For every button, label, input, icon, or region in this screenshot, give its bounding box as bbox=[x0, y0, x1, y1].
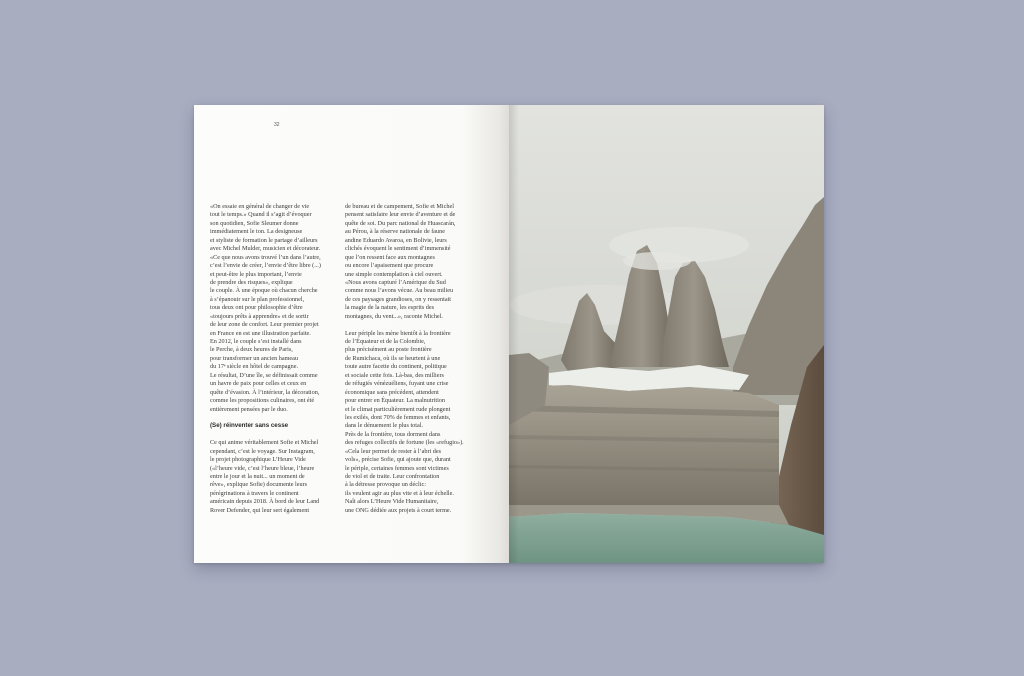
text-line: de réfugiés vénézuéliens, fuyant une crise bbox=[345, 380, 449, 388]
text-line: quête de soi. Du parc national de Huascarán, bbox=[345, 219, 456, 227]
text-line: au Pérou, à la réserve nationale de faune bbox=[345, 228, 445, 236]
text-line: du 17ᵉ siècle en hôtel de campagne. bbox=[210, 363, 299, 371]
text-line: andine Eduardo Avaroa, en Bolivie, leurs bbox=[345, 236, 447, 244]
text-line: tout le temps.» Quand il s’agit d’évoquer bbox=[210, 211, 312, 219]
text-line: entre le jour et la nuit... un moment de bbox=[210, 473, 305, 480]
left-page bbox=[194, 105, 509, 563]
text-line: «Ce que nous avons trouvé l’un dans l’autre, bbox=[210, 253, 321, 261]
text-line: dans le dénuement le plus total. bbox=[345, 422, 424, 430]
text-line: de ces paysages grandioses, on y ressentait bbox=[345, 295, 452, 303]
text-line: comme les propositions culinaires, ont été bbox=[210, 397, 315, 405]
text-line: Rover Defender, qui leur sert également bbox=[210, 506, 310, 514]
text-line: ou encore l’apaisement que procure bbox=[345, 262, 434, 270]
text-line: son quotidien, Sofie Sleumer donne bbox=[210, 219, 299, 227]
right-page bbox=[509, 105, 824, 563]
text-line: immédiatement le ton. La designeuse bbox=[210, 228, 303, 236]
text-line: «On essaie en général de changer de vie bbox=[210, 203, 310, 210]
text-line: de prendre des risques», explique bbox=[210, 278, 293, 286]
text-line: pour entrer en Équateur. La malnutrition bbox=[345, 397, 445, 405]
text-line: la magie de la nature, les esprits des bbox=[345, 304, 434, 312]
text-line: Naît alors L’Heure Vide Humanitaire, bbox=[345, 498, 439, 506]
text-line: pensent satisfaire leur envie d’aventure et de bbox=[345, 211, 456, 219]
text-line: montagnes, du vent...», raconte Michel. bbox=[345, 312, 443, 320]
text-line: de Rumichaca, où ils se heurtent à une bbox=[345, 354, 441, 362]
text-line: le projet photographique L’Heure Vide bbox=[210, 456, 306, 464]
text-line: Leur périple les mène bientôt à la frontière bbox=[345, 329, 451, 337]
text-line: le périple, certaines femmes sont victimes bbox=[345, 464, 449, 472]
text-line: clichés évoquent le sentiment d’immensité bbox=[345, 245, 451, 253]
text-line: toute autre facette du continent, politique bbox=[345, 363, 447, 371]
text-line: et styliste de formation le partage d’ailleurs bbox=[210, 236, 318, 244]
text-line: en France en est une illustration parfaite. bbox=[210, 329, 311, 337]
text-line: Le résultat, D’une île, se définissait comme bbox=[210, 371, 318, 379]
text-line: «Nous avons capturé l’Amérique du Sud bbox=[345, 278, 446, 286]
text-line: et le climat particulièrement rude plongent bbox=[345, 405, 451, 413]
text-line: entièrement pensées par le duo. bbox=[210, 405, 288, 413]
text-line: des refuges collectifs de fortune (les «refugio»). bbox=[345, 439, 464, 447]
text-line: de leur zone de confort. Leur premier projet bbox=[210, 321, 319, 329]
text-line: que l’on ressent face aux montagnes bbox=[345, 253, 435, 261]
text-line: pérégrinations à travers le continent bbox=[210, 489, 299, 497]
mountain-landscape-photo bbox=[509, 105, 824, 563]
text-line: plus précisément au poste frontière bbox=[345, 346, 432, 354]
text-line: et sociale cette fois. Là-bas, des milliers bbox=[345, 371, 444, 379]
text-column-1 bbox=[210, 203, 332, 515]
text-line: Ce qui anime véritablement Sofie et Michel bbox=[210, 439, 319, 447]
text-line: ils veulent agir au plus vite et à leur échelle. bbox=[345, 489, 454, 497]
text-line: comme nous l’avons vécue. Au beau milieu bbox=[345, 287, 454, 295]
text-line: américain depuis 2018. À bord de leur Land bbox=[210, 498, 320, 506]
text-line: «toujours prêts à apprendre» et de sortir bbox=[210, 312, 309, 320]
text-line: En 2012, le couple s’est installé dans bbox=[210, 338, 302, 345]
text-line: un havre de paix pour celles et ceux en bbox=[210, 380, 307, 388]
column-2-paragraph bbox=[345, 203, 467, 321]
text-line: («l’heure vide, c’est l’heure bleue, l’heure bbox=[210, 464, 315, 472]
column-1-paragraph bbox=[210, 203, 332, 414]
text-line: rêve», explique Sofie) documente leurs bbox=[210, 481, 308, 489]
text-line: cependant, c’est le voyage. Sur Instagram, bbox=[210, 447, 315, 455]
text-line: une ONG dédiée aux projets à court terme. bbox=[345, 506, 452, 514]
text-line: quête d’évasion. À l’intérieur, la décoration, bbox=[210, 388, 320, 396]
text-line: de bureau et de campement, Sofie et Michel bbox=[345, 203, 454, 210]
text-line: tous deux ont pour philosophie d’être bbox=[210, 304, 303, 312]
section-subheading: (Se) réinventer sans cesse bbox=[210, 422, 289, 430]
text-line: le couple. À une époque où chacun cherche bbox=[210, 287, 318, 295]
text-line: c’est l’envie de créer, l’envie d’être libre (...) bbox=[210, 262, 321, 270]
text-line: et peut-être le plus important, l’envie bbox=[210, 270, 302, 278]
text-line: à la détresse provoque un déclic: bbox=[345, 481, 426, 489]
column-2-paragraph-2 bbox=[345, 330, 467, 516]
text-line: les exilés, dont 70% de femmes et enfants, bbox=[345, 413, 451, 421]
text-line: vols», précise Sofie, qui ajoute que, durant bbox=[345, 456, 451, 464]
text-line: à s’épanouir sur le plan professionnel, bbox=[210, 295, 305, 303]
text-column-2 bbox=[345, 203, 467, 515]
text-line: de viol et de traite. Leur confrontation bbox=[345, 473, 440, 480]
text-line: «Cela leur permet de rester à l’abri des bbox=[345, 447, 442, 455]
text-line: avec Michel Mulder, musicien et décorateur. bbox=[210, 245, 321, 253]
text-line: économique sans précédent, attendent bbox=[345, 388, 439, 396]
text-line: une simple contemplation à ciel ouvert. bbox=[345, 270, 443, 278]
column-1-paragraph-2 bbox=[210, 439, 332, 515]
page-number: 32 bbox=[274, 122, 280, 128]
magazine-spread bbox=[194, 105, 824, 563]
text-line: Près de la frontière, tous dorment dans bbox=[345, 430, 441, 438]
text-line: de l’Équateur et de la Colombie, bbox=[345, 338, 426, 345]
text-line: pour transformer un ancien hameau bbox=[210, 354, 298, 362]
text-line: le Perche, à deux heures de Paris, bbox=[210, 346, 293, 354]
